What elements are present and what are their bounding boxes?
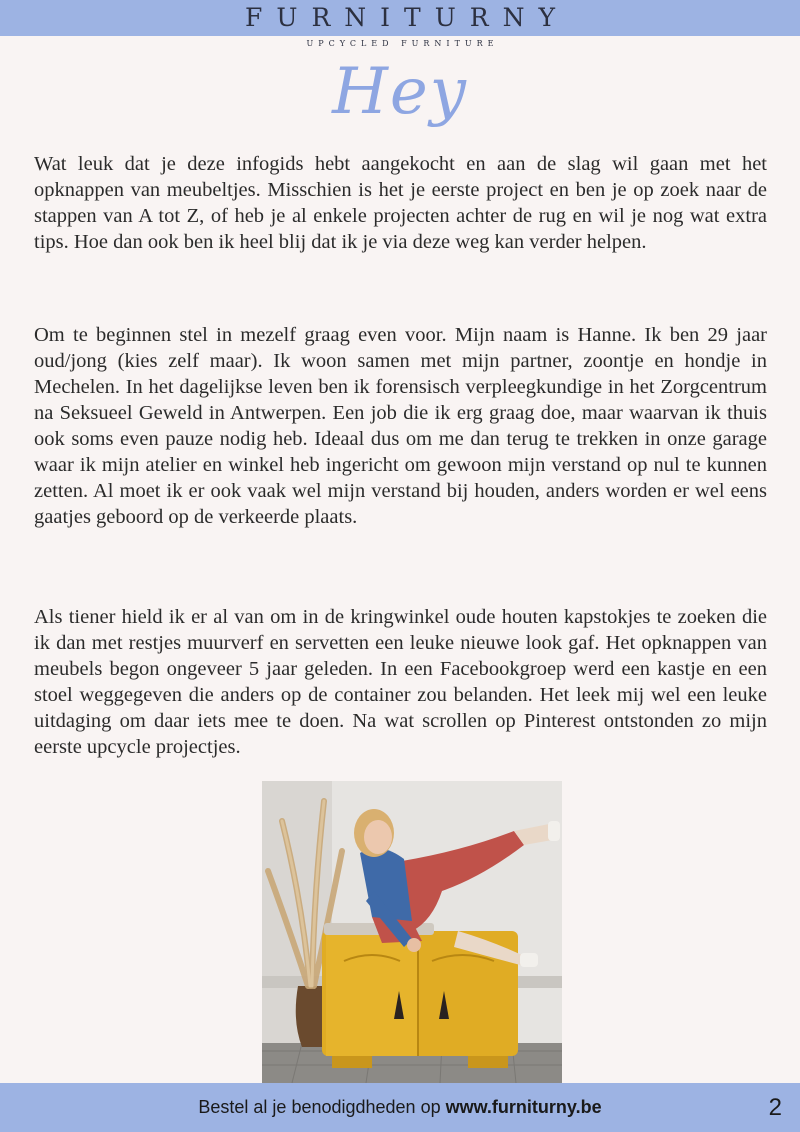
footer-text: Bestel al je benodigdheden op <box>198 1097 446 1117</box>
footer-callout <box>0 1083 800 1132</box>
page-number: 2 <box>768 1094 782 1121</box>
history-paragraph: Als tiener hield ik er al van om in de kringwinkel oude houten kapstokjes te zoeken die ik dan met restjes muurverf en servetten een leuke nieuwe look gaf. Het opknappen van meubels begon ongeveer 5 jaar geleden. In een Facebookgroep werd een kastje en een stoel weggegeven die anders op de container zou belanden. Het leek mij wel een leuke uitdaging om daar iets mee te doen. Na wat scrollen op Pinterest ontstonden zo mijn eerste upcycle projectjes. <box>34 606 767 758</box>
brand-logo-text: FURNITURNY <box>245 3 569 32</box>
brand-tagline: UPCYCLED FURNITURE <box>306 39 499 48</box>
greeting-heading: Hey <box>332 55 468 129</box>
intro-paragraph: Wat leuk dat je deze infogids hebt aangekocht en aan de slag wil gaan met het opknappen van meubeltjes. Misschien is het je eerste project en ben je op zoek naar de stappen van A tot Z, of heb je al enkele projecten achter de rug en wil je nog wat extra tips. Hoe dan ook ben ik heel blij dat ik je via deze weg kan verder helpen. <box>34 153 767 253</box>
about-paragraph: Om te beginnen stel in mezelf graag even voor. Mijn naam is Hanne. Ik ben 29 jaar oud/jong (kies zelf maar). Ik woon samen met mijn partner, zoontje en hondje in Mechelen. In het dagelijkse leven ben ik forensisch verpleegkundige in het Zorgcentrum na Seksueel Geweld in Antwerpen. Een job die ik erg graag doe, maar waarvan ik thuis ook soms even pauze nodig heb. Ideaal dus om me dan terug te trekken in onze garage waar ik mijn atelier en winkel heb ingericht om gewoon mijn verstand op nul te kunnen zetten. Al moet ik er ook vaak wel mijn verstand bij houden, anders worden er wel eens gaatjes geboord op de verkeerde plaats. <box>34 324 767 528</box>
website-link[interactable]: www.furniturny.be <box>445 1097 602 1117</box>
author-photo <box>262 781 562 1083</box>
author-photo-illustration <box>262 781 562 1083</box>
